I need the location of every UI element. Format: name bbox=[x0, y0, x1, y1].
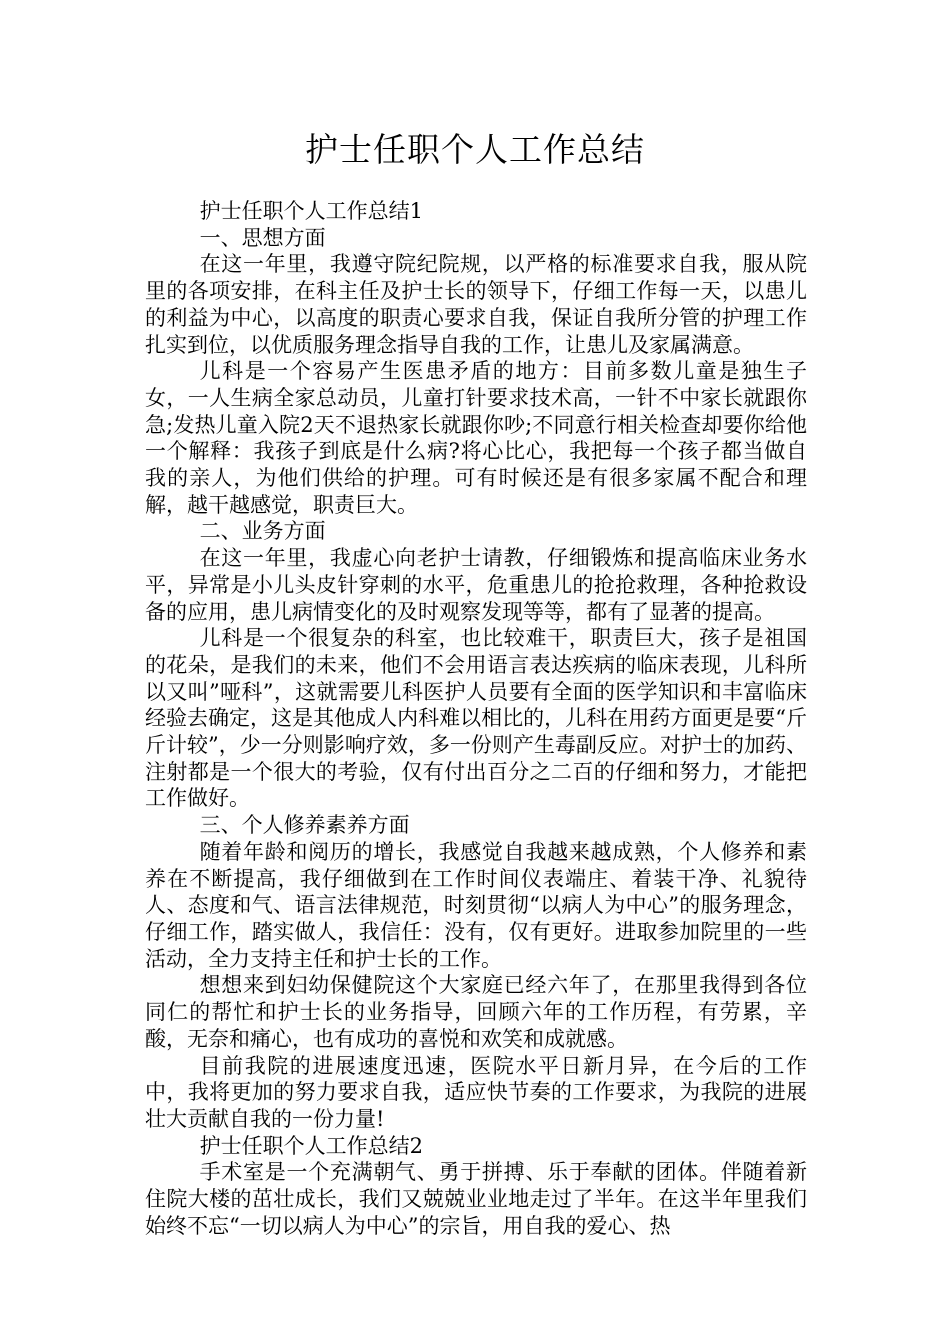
document-title: 护士任职个人工作总结 bbox=[305, 130, 645, 169]
section-heading: 三、个人修养素养方面 bbox=[199, 813, 410, 838]
body-paragraph: 儿科是一个很复杂的科室，也比较难干，职责巨大，孩子是祖国的花朵，是我们的未来，他们不会用语言表达疾病的临床表现，儿科所以又叫”哑科”，这就需要儿科医护人员要有全面的医学知识和丰富临床经验去确定，这是其他成人内科难以相比的，儿科在用药方面更是要“斤斤计较”，少一分则影响疗效，多一份则产生毒副反应。对护士的加药、注射都是一个很大的考验，仅有付出百分之二百的仔细和努力，才能把工作做好。 bbox=[145, 626, 807, 811]
section-heading: 护士任职个人工作总结2 bbox=[199, 1133, 423, 1158]
section-heading: 护士任职个人工作总结1 bbox=[199, 199, 423, 223]
body-paragraph: 在这一年里，我虚心向老护士请教，仔细锻炼和提高临床业务水平，异常是小儿头皮针穿刺的水平，危重患儿的抢抢救理，各种抢救设备的应用，患儿病情变化的及时观察发现等等，都有了显著的提高。 bbox=[145, 546, 807, 624]
body-paragraph: 目前我院的进展速度迅速，医院水平日新月异，在今后的工作中，我将更加的努力要求自我，适应快节奏的工作要求，为我院的进展壮大贡献自我的一份力量! bbox=[145, 1053, 807, 1131]
body-paragraph: 想想来到妇幼保健院这个大家庭已经六年了，在那里我得到各位同仁的帮忙和护士长的业务指导，回顾六年的工作历程，有劳累，辛酸，无奈和痛心，也有成功的喜悦和欢笑和成就感。 bbox=[145, 973, 807, 1051]
section-heading: 一、思想方面 bbox=[199, 225, 326, 250]
body-paragraph: 手术室是一个充满朝气、勇于拼搏、乐于奉献的团体。伴随着新住院大楼的茁壮成长，我们又兢兢业业地走过了半年。在这半年里我们始终不忘“一切以病人为中心”的宗旨，用自我的爱心、热 bbox=[145, 1160, 807, 1238]
body-paragraph: 随着年龄和阅历的增长，我感觉自我越来越成熟，个人修养和素养在不断提高，我仔细做到在工作时间仪表端庄、着装干净、礼貌待人、态度和气、语言法律规范，时刻贯彻“以病人为中心”的服务理念，仔细工作，踏实做人，我信任：没有，仅有更好。进取参加院里的一些活动，全力支持主任和护士长的工作。 bbox=[145, 839, 807, 971]
body-paragraph: 在这一年里，我遵守院纪院规，以严格的标准要求自我，服从院里的各项安排，在科主任及护士长的领导下，仔细工作每一天，以患儿的利益为中心，以高度的职责心要求自我，保证自我所分管的护理工作扎实到位，以优质服务理念指导自我的工作，让患儿及家属满意。 bbox=[145, 252, 807, 357]
document-body bbox=[145, 198, 807, 1239]
body-paragraph: 儿科是一个容易产生医患矛盾的地方：目前多数儿童是独生子女，一人生病全家总动员，儿童打针要求技术高，一针不中家长就跟你急;发热儿童入院2天不退热家长就跟你吵;不同意行相关检查却要你给他一个解释：我孩子到底是什么病?将心比心，我把每一个孩子都当做自我的亲人，为他们供给的护理。可有时候还是有很多家属不配合和理解，越干越感觉，职责巨大。 bbox=[145, 359, 807, 517]
section-heading: 二、业务方面 bbox=[199, 519, 326, 544]
